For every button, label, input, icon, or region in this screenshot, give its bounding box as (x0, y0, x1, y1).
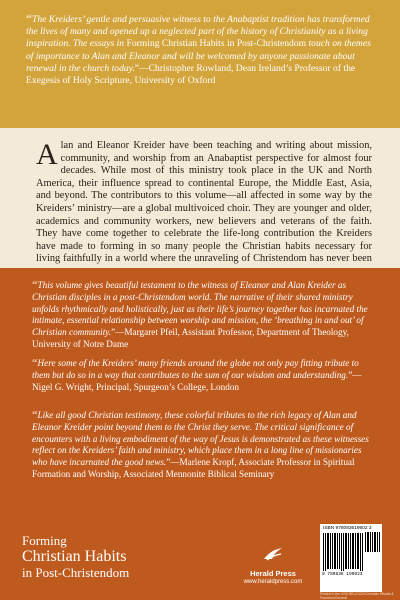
close-quote-mark: ” (111, 327, 116, 338)
book-description-section (0, 128, 400, 268)
top-quote-band (0, 0, 400, 128)
endorsement-attribution: —Christopher Rowland, Dean Ireland’s Professor of the Exegesis of Holy Scripture, University of Oxford (26, 62, 356, 87)
endorsement-text-part1: The Kreiders’ gentle and persuasive witness to the Anabaptist tradition has transformed the lives of many and opened up a neglected part of the history of Christianity as a living inspiration. The essays in (26, 14, 370, 50)
barcode-panel (320, 524, 382, 592)
endorsement-text-part2: touch on themes of importance to Alan and Eleanor and will be welcomed by anyone passionate about renewal in the church today. (26, 38, 371, 74)
book-title-inline: Forming Christian Habits in Post-Christendom (126, 38, 307, 50)
publisher-block (238, 546, 308, 586)
endorsement-rowland (26, 12, 380, 87)
series-title-line3: in Post-Christendom (22, 565, 130, 580)
book-description (36, 140, 372, 279)
endorsement-attribution: —Margaret Pfeil, Assistant Professor, Department of Theology, University of Notre Dame (32, 327, 349, 349)
drop-cap: A (36, 138, 58, 171)
open-quote-mark: “ (32, 357, 38, 369)
publisher-name: Herald Press (250, 569, 296, 578)
endorsement-wright (32, 358, 376, 393)
open-quote-mark: “ (26, 11, 32, 25)
close-quote-mark: ” (348, 369, 353, 380)
close-quote-mark: ” (166, 457, 171, 468)
barcode-digits: 9 780836 196023 (322, 572, 363, 577)
open-quote-mark: “ (32, 409, 38, 421)
price-code-barcode-icon (365, 532, 380, 552)
series-title-line1: Forming (22, 533, 67, 548)
endorsement-text: Here some of the Kreiders’ many friends around the globe not only pay fitting tribute to them but do so in a way that contributes to the sum of our wisdom and understanding. (32, 358, 359, 380)
endorsement-kropf (32, 410, 376, 481)
close-quote-mark: ” (134, 62, 140, 74)
endorsement-attribution: —Marlene Kropf, Associate Professor in Spiritual Formation and Worship, Associated Mennonite Biblical Seminary (32, 457, 355, 479)
open-quote-mark: “ (32, 279, 38, 291)
ean-barcode-icon (323, 533, 363, 571)
endorsement-attribution: —Nigel G. Wright, Principal, Spurgeon’s College, London (32, 369, 362, 392)
description-text: lan and Eleanor Kreider have been teaching and writing about mission, community, and worship from an Anabaptist perspective for almost four decades. While most of this ministry took place in the UK and North America, their influence spread to continental Europe, the Middle East, Asia, and beyond. The contributors to this volume—all affected in some way by the Kreiders’ ministry—are a global multivoiced choir. They are younger and older, academics and community workers, new believers and veterans of the faith. They have come together to celebrate the life-long contribution the Kreiders have made to forming in so many people the Christian habits necessary for living faithfully in a world where the unraveling of Christendom has never been (36, 140, 372, 265)
herald-press-logo-icon (262, 546, 284, 562)
endorsement-text: Like all good Christian testimony, these colorful tributes to the rich legacy of Alan and Eleanor Kreider point beyond them to the Christ they serve. The critical significance of encounters with a living embodiment of the way of Jesus is demonstrated as these witnesses reflect on the Kreiders’ faith and ministry, which place them in a long line of missionaries who have incarnated the good news. (32, 410, 369, 468)
endorsement-text: This volume gives beautiful testament to the witness of Eleanor and Alan Kreider as Christian disciples in a post-Christendom world. The narrative of their shared ministry unfolds rhythmically and holistically, just as their life’s journey together has incarnated the intimate, essential relationship between worship and mission, the ‘breathing in and out’ of Christian community. (32, 280, 368, 338)
endorsement-pfeil (32, 280, 376, 351)
category-small-print: Printed in the USA RELIGION/Christian Rituals & Practices/General (320, 592, 394, 600)
series-title (22, 533, 222, 580)
series-title-line2: Christian Habits (22, 548, 127, 565)
isbn-label: ISBN 978083619602 3 (323, 526, 372, 531)
publisher-url: www.heraldpress.com (243, 579, 303, 585)
